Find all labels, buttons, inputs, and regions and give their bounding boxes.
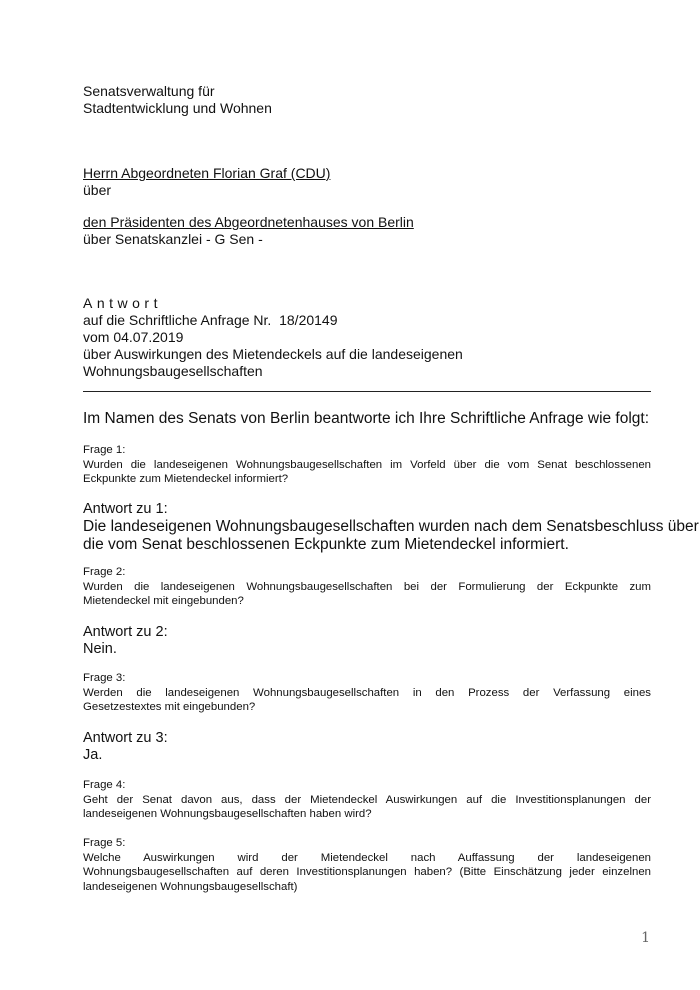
- question-4-line-1: Geht der Senat davon aus, dass der Mietendeckel Auswirkungen auf die Investitionsplanungen der: [83, 793, 651, 806]
- recipient-chancellery: über Senatskanzlei - G Sen -: [83, 231, 263, 247]
- answer-3-text: Ja.: [83, 747, 103, 763]
- recipient-president-block: [83, 214, 414, 248]
- question-5: [83, 836, 651, 894]
- recipient-name: Herrn Abgeordneten Florian Graf (CDU): [83, 165, 331, 181]
- question-2-label: Frage 2:: [83, 566, 126, 578]
- answer-subject-line-1: über Auswirkungen des Mietendeckels auf die landeseigenen: [83, 346, 463, 362]
- answer-2-label: Antwort zu 2:: [83, 624, 168, 640]
- sender-line-1: Senatsverwaltung für: [83, 83, 215, 99]
- sender-line-2: Stadtentwicklung und Wohnen: [83, 100, 272, 116]
- answer-1-label: Antwort zu 1:: [83, 501, 168, 517]
- question-2-line-1: Wurden die landeseigenen Wohnungsbaugesellschaften bei der Formulierung der Eckpunkte zum: [83, 580, 651, 593]
- header-divider: [83, 391, 651, 392]
- sender-block: [83, 83, 272, 117]
- question-3-line-1: Werden die landeseigenen Wohnungsbaugesellschaften in den Prozess der Verfassung eines: [83, 686, 651, 699]
- answer-2-text: Nein.: [83, 641, 117, 657]
- question-3: [83, 671, 651, 715]
- answer-1-line-1: Die landeseigenen Wohnungsbaugesellschaften wurden nach dem Senatsbeschluss über: [83, 518, 699, 535]
- question-2: [83, 565, 651, 609]
- answer-1-line-2: die vom Senat beschlossenen Eckpunkte zum Mietendeckel informiert.: [83, 536, 569, 553]
- question-1-line-2: Eckpunkte zum Mietendeckel informiert?: [83, 473, 289, 485]
- intro-text: Im Namen des Senats von Berlin beantworte ich Ihre Schriftliche Anfrage wie folgt:: [83, 410, 650, 427]
- recipient-block: [83, 165, 330, 199]
- question-1-label: Frage 1:: [83, 444, 126, 456]
- page-number: 1: [641, 930, 650, 946]
- answer-date: vom 04.07.2019: [83, 329, 184, 345]
- question-3-label: Frage 3:: [83, 672, 126, 684]
- question-3-line-2: Gesetzestextes mit eingebunden?: [83, 701, 256, 713]
- question-2-line-2: Mietendeckel mit eingebunden?: [83, 595, 244, 607]
- question-5-line-3: landeseigenen Wohnungsbaugesellschaft): [83, 880, 298, 893]
- question-4-line-2: landeseigenen Wohnungsbaugesellschaften haben wird?: [83, 808, 372, 820]
- question-5-line-1: Welche Auswirkungen wird der Mietendeckel nach Auffassung der landeseigenen: [83, 851, 651, 864]
- recipient-via: über: [83, 182, 112, 198]
- answer-title: Antwort: [83, 295, 162, 311]
- recipient-president: den Präsidenten des Abgeordnetenhauses von Berlin: [83, 214, 414, 230]
- answer-2: [83, 624, 168, 658]
- answer-3-label: Antwort zu 3:: [83, 730, 168, 746]
- question-4-label: Frage 4:: [83, 779, 126, 791]
- question-1-line-1: Wurden die landeseigenen Wohnungsbaugesellschaften im Vorfeld über die vom Senat beschlossenen: [83, 458, 651, 471]
- question-1: [83, 443, 651, 487]
- question-4: [83, 778, 651, 822]
- question-5-line-2: Wohnungsbaugesellschaften auf deren Investitionsplanungen haben? (Bitte Einschätzung jeder einzelnen: [83, 866, 651, 878]
- answer-inquiry: auf die Schriftliche Anfrage Nr. 18/20149: [83, 312, 338, 328]
- answer-1: [83, 500, 699, 554]
- question-5-label: Frage 5:: [83, 837, 126, 849]
- answer-header: [83, 295, 463, 380]
- answer-subject-line-2: Wohnungsbaugesellschaften: [83, 363, 263, 379]
- answer-3: [83, 730, 168, 764]
